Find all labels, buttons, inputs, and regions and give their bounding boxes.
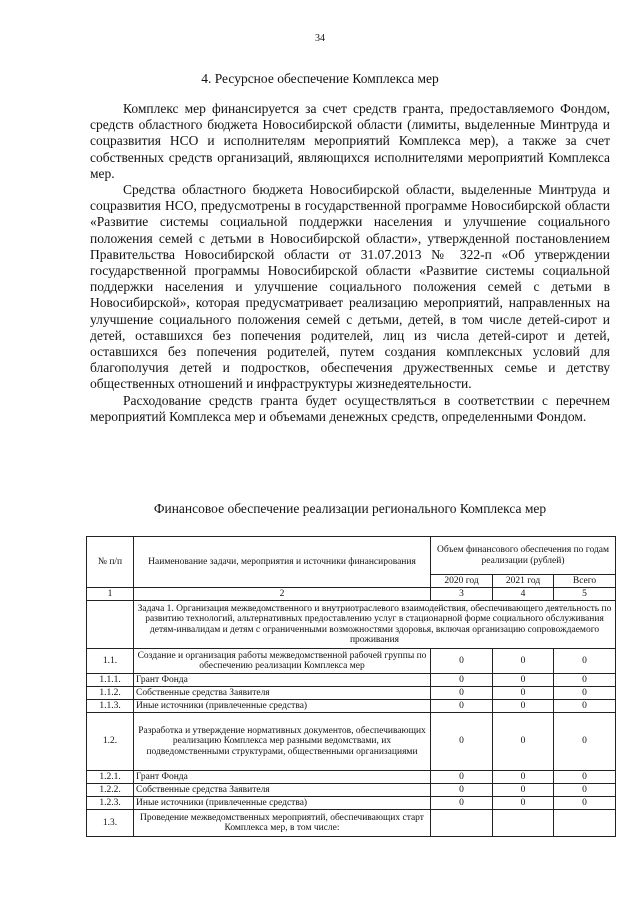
row-value-2021: 0 bbox=[493, 649, 554, 674]
table-row bbox=[87, 810, 616, 837]
row-num: 1.1. bbox=[87, 649, 134, 674]
row-value-2020: 0 bbox=[431, 771, 493, 784]
row-value-total: 0 bbox=[554, 771, 616, 784]
row-num: 1.3. bbox=[87, 810, 134, 837]
table-row bbox=[87, 687, 616, 700]
financing-table bbox=[86, 536, 616, 837]
column-number-row bbox=[87, 588, 616, 601]
row-value-2020: 0 bbox=[431, 784, 493, 797]
row-value-2021: 0 bbox=[493, 784, 554, 797]
table-row bbox=[87, 771, 616, 784]
row-name: Собственные средства Заявителя bbox=[134, 784, 431, 797]
row-value-2020: 0 bbox=[431, 649, 493, 674]
row-value-2021: 0 bbox=[493, 713, 554, 771]
row-name: Собственные средства Заявителя bbox=[134, 687, 431, 700]
row-value-total: 0 bbox=[554, 784, 616, 797]
row-value-total bbox=[554, 810, 616, 837]
row-name: Грант Фонда bbox=[134, 771, 431, 784]
row-name: Создание и организация работы межведомственной рабочей группы по обеспечению реализации Комплекса мер bbox=[134, 649, 431, 674]
row-num: 1.2.1. bbox=[87, 771, 134, 784]
task-1-text: Задача 1. Организация межведомственного и внутриотраслевого взаимодействия, обеспечивающего деятельность по развитию технологий, альтернативных предоставлению услуг в стационарной форме социального обслуживания детям-инвалидам и детям с ограниченными возможностями здоровья, включая организацию сопровождаемого проживания bbox=[134, 601, 616, 649]
row-num: 1.1.1. bbox=[87, 674, 134, 687]
row-name: Грант Фонда bbox=[134, 674, 431, 687]
table-caption: Финансовое обеспечение реализации регионального Комплекса мер bbox=[153, 501, 547, 516]
row-name: Разработка и утверждение нормативных документов, обеспечивающих реализацию Комплекса мер разными ведомствами, их подведомственными структурами, общественными организациями bbox=[134, 713, 431, 771]
column-number: 2 bbox=[134, 588, 431, 601]
row-name: Иные источники (привлеченные средства) bbox=[134, 700, 431, 713]
task-row bbox=[87, 601, 616, 649]
page-number: 34 bbox=[315, 33, 325, 44]
paragraph: Расходование средств гранта будет осуществляться в соответствии с перечнем мероприятий Комплекса мер и объемами денежных средств, определенными Фондом. bbox=[90, 392, 610, 424]
table-row bbox=[87, 797, 616, 810]
row-value-total: 0 bbox=[554, 674, 616, 687]
table-row bbox=[87, 784, 616, 797]
row-num: 1.2.3. bbox=[87, 797, 134, 810]
column-number: 4 bbox=[493, 588, 554, 601]
table-row bbox=[87, 713, 616, 771]
row-name: Проведение межведомственных мероприятий, обеспечивающих старт Комплекса мер, в том числе: bbox=[134, 810, 431, 837]
row-value-total: 0 bbox=[554, 713, 616, 771]
column-number: 5 bbox=[554, 588, 616, 601]
row-name: Иные источники (привлеченные средства) bbox=[134, 797, 431, 810]
row-value-2021 bbox=[493, 810, 554, 837]
row-num: 1.1.3. bbox=[87, 700, 134, 713]
row-value-total: 0 bbox=[554, 700, 616, 713]
header-year-2020: 2020 год bbox=[431, 575, 493, 588]
row-value-total: 0 bbox=[554, 687, 616, 700]
row-value-2020 bbox=[431, 810, 493, 837]
row-value-2020: 0 bbox=[431, 674, 493, 687]
table-row bbox=[87, 700, 616, 713]
row-value-2020: 0 bbox=[431, 713, 493, 771]
row-value-total: 0 bbox=[554, 649, 616, 674]
body-text bbox=[90, 101, 610, 425]
header-volume: Объем финансового обеспечения по годам реализации (рублей) bbox=[431, 537, 616, 575]
header-name: Наименование задачи, мероприятия и источники финансирования bbox=[134, 537, 431, 588]
section-heading: 4. Ресурсное обеспечение Комплекса мер bbox=[201, 71, 439, 86]
row-value-2021: 0 bbox=[493, 687, 554, 700]
row-value-2021: 0 bbox=[493, 771, 554, 784]
column-number: 1 bbox=[87, 588, 134, 601]
row-value-2020: 0 bbox=[431, 797, 493, 810]
row-value-2020: 0 bbox=[431, 700, 493, 713]
row-value-2021: 0 bbox=[493, 674, 554, 687]
row-num: 1.2.2. bbox=[87, 784, 134, 797]
row-num: 1.2. bbox=[87, 713, 134, 771]
row-value-2020: 0 bbox=[431, 687, 493, 700]
header-year-2021: 2021 год bbox=[493, 575, 554, 588]
paragraph: Средства областного бюджета Новосибирской области, выделенные Минтруда и соцразвития НСО, предусмотрены в государственной программе Новосибирской области «Развитие системы социальной поддержки населения и улучшение социального положения семей с детьми в Новосибирской области», утвержденной постановлением Правительства Новосибирской области от 31.07.2013 № 322-п «Об утверждении государственной программы Новосибирской области «Развитие системы социальной поддержки населения и улучшение социального положения семей с детьми в Новосибирской», которая предусматривает реализацию мероприятий, направленных на улучшение социального положения семей с детьми, детей, в том числе детей-сирот и детей, оставшихся без попечения родителей, лиц из числа детей-сирот и детей, оставшихся без попечения родителей, путем создания комплексных условий для благополучия детей и подростков, обеспечения дружественных семье и детству общественных отношений и инфраструктуры жизнедеятельности. bbox=[90, 182, 610, 392]
header-total: Всего bbox=[554, 575, 616, 588]
row-value-2021: 0 bbox=[493, 797, 554, 810]
table-row bbox=[87, 649, 616, 674]
header-num: № п/п bbox=[87, 537, 134, 588]
table-header-row bbox=[87, 537, 616, 575]
column-number: 3 bbox=[431, 588, 493, 601]
row-num: 1.1.2. bbox=[87, 687, 134, 700]
paragraph: Комплекс мер финансируется за счет средств гранта, предоставляемого Фондом, средств областного бюджета Новосибирской области (лимиты, выделенные Минтруда и соцразвития НСО и исполнителям мероприятий Комплекса мер), а также за счет собственных средств организаций, являющихся исполнителями мероприятий Комплекса мер. bbox=[90, 101, 610, 181]
row-value-2021: 0 bbox=[493, 700, 554, 713]
row-value-total: 0 bbox=[554, 797, 616, 810]
table-row bbox=[87, 674, 616, 687]
